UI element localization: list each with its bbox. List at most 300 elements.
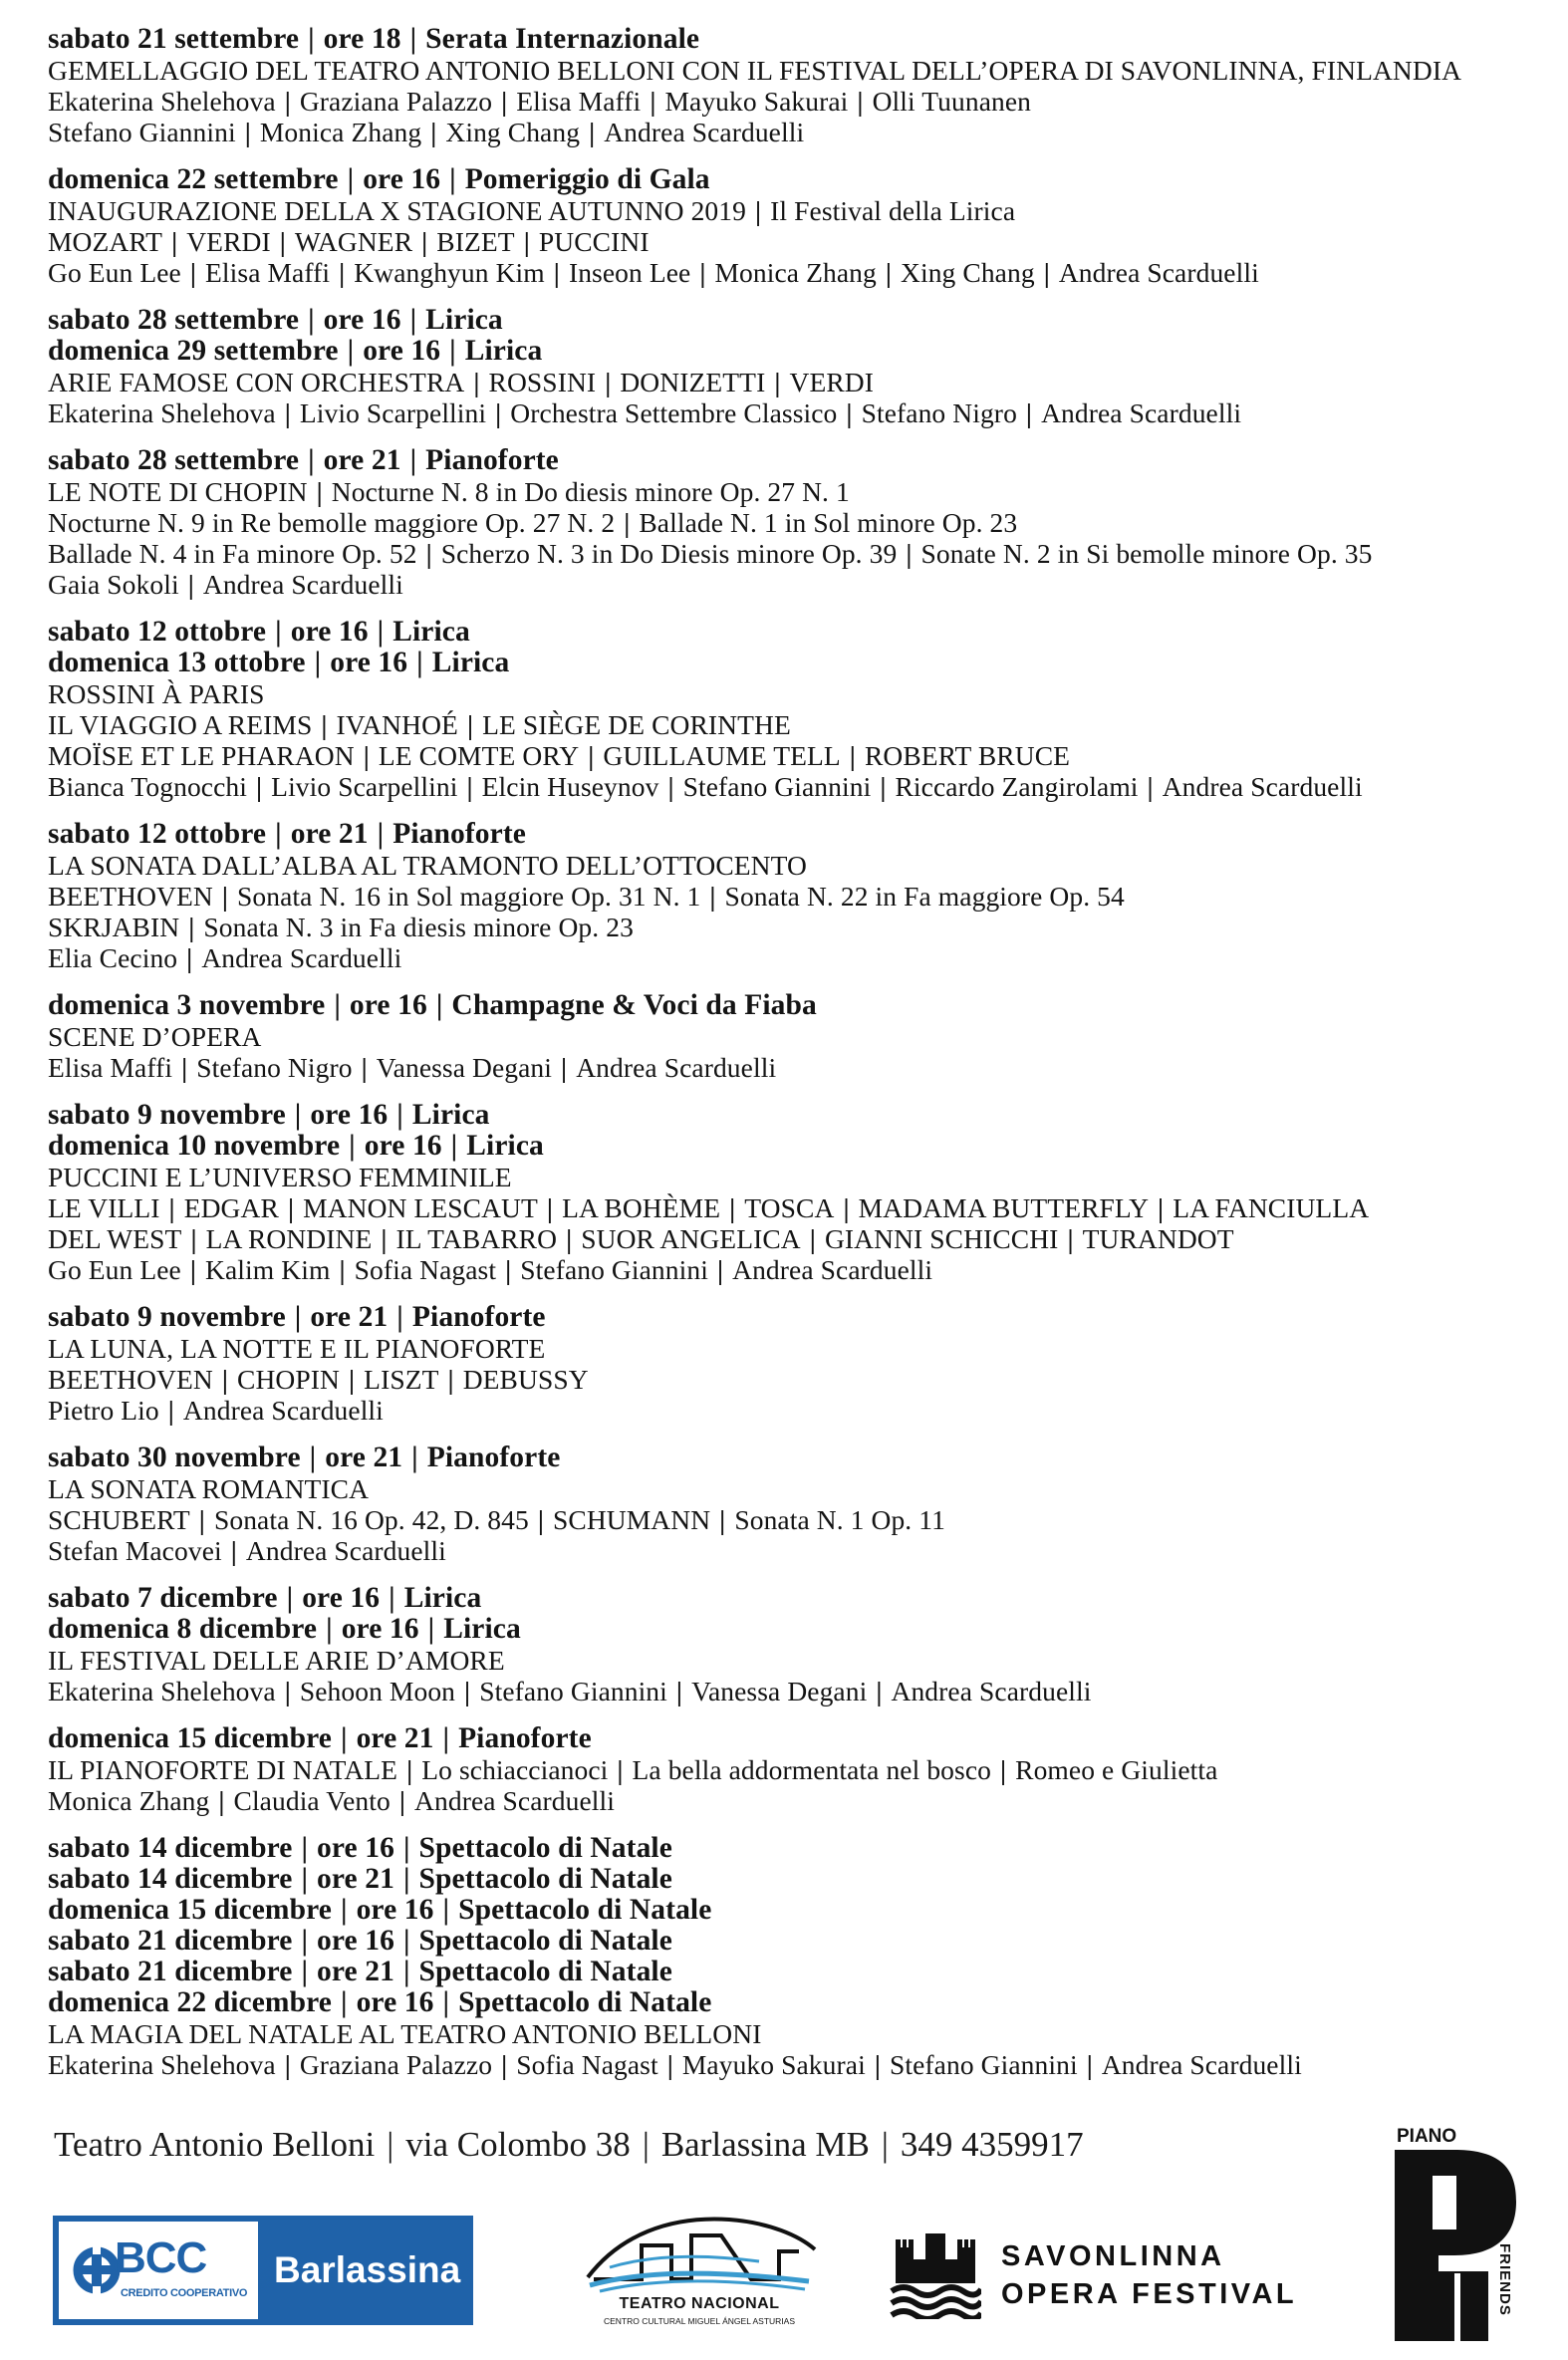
event-detail-line-item: Sofia Nagast: [354, 1254, 497, 1285]
event-detail-line-item: Kalim Kim: [205, 1254, 331, 1285]
savonlinna-opera-festival-logo: [890, 2229, 1328, 2319]
separator: |: [301, 1925, 309, 1957]
event-date-line-item: ore 16: [363, 335, 441, 367]
event-detail-line-item: Andrea Scarduelli: [1162, 771, 1363, 802]
event-detail-line-item: Stefano Giannini: [479, 1676, 667, 1706]
separator: |: [316, 476, 323, 507]
separator: |: [286, 1582, 294, 1614]
event-detail-line-item: Mayuko Sakurai: [681, 2049, 866, 2080]
event-date-line: [48, 1895, 1532, 1926]
event-detail-line-item: Sofia Nagast: [516, 2049, 658, 2080]
event-detail-line: [48, 1192, 1532, 1223]
separator: |: [186, 942, 193, 973]
event-detail-line-item: Elisa Maffi: [48, 1052, 173, 1083]
event-date-line-item: ore 21: [310, 1301, 389, 1333]
event-detail-line-item: DEL WEST: [48, 1223, 182, 1254]
event-detail-line-item: PUCCINI: [538, 226, 650, 257]
event-detail-line-item: Graziana Palazzo: [299, 86, 493, 117]
separator: |: [650, 86, 656, 117]
concert-schedule: [48, 24, 1532, 2097]
event-date-line-item: Lirica: [466, 1130, 544, 1162]
event-detail-line-item: Andrea Scarduelli: [245, 1535, 446, 1566]
event-date-line-item: domenica 13 ottobre: [48, 647, 306, 678]
separator: |: [505, 1254, 512, 1285]
event-detail-line-item: Lo schiaccianoci: [421, 1754, 609, 1785]
event-detail-line: [48, 881, 1532, 912]
event-detail-line: [48, 1504, 1532, 1535]
separator: |: [349, 1364, 356, 1395]
event-date-line-item: sabato 12 ottobre: [48, 818, 267, 850]
separator: |: [881, 2125, 889, 2164]
separator: |: [339, 1254, 346, 1285]
separator: |: [409, 444, 417, 476]
event-detail-line: [48, 1395, 1532, 1426]
event-detail-line: [48, 1052, 1532, 1083]
separator: |: [435, 989, 443, 1021]
event-detail-line-item: Il Festival della Lirica: [770, 195, 1016, 226]
teatro-nacional-subtitle: CENTRO CULTURAL MIGUEL ÁNGEL ASTURIAS: [603, 2316, 796, 2326]
event-detail-line: [48, 678, 1532, 709]
separator: |: [218, 1785, 225, 1816]
event-date-line-item: ore 16: [317, 1832, 394, 1864]
venue-info: [54, 2123, 1084, 2167]
event-detail-line-item: LA LUNA, LA NOTTE E IL PIANOFORTE: [48, 1333, 546, 1364]
separator: |: [284, 1676, 291, 1706]
event-detail-line-item: Andrea Scarduelli: [201, 942, 402, 973]
separator: |: [363, 740, 370, 771]
event-date-line: [48, 305, 1532, 336]
separator: |: [406, 1754, 413, 1785]
event-detail-line-item: LE SIÈGE DE CORINTHE: [482, 709, 791, 740]
event-detail-line-item: Xing Chang: [445, 117, 581, 147]
separator: |: [189, 257, 197, 288]
separator: |: [387, 2125, 394, 2164]
event-date-line-item: ore 16: [317, 1925, 394, 1957]
savonlinna-text: [1001, 2237, 1297, 2313]
separator: |: [284, 397, 291, 428]
event-detail-line-item: Xing Chang: [901, 257, 1035, 288]
event-detail-line-item: ROBERT BRUCE: [864, 740, 1071, 771]
event-detail-line-item: SCENE D’OPERA: [48, 1021, 262, 1052]
savonlinna-line2: OPERA FESTIVAL: [1001, 2278, 1298, 2310]
event-detail-line-item: Bianca Tognocchi: [48, 771, 248, 802]
event-detail-line-item: Monica Zhang: [259, 117, 422, 147]
event-date-line-item: sabato 28 settembre: [48, 304, 300, 336]
event-date-line: [48, 1957, 1532, 1987]
event-detail-line: [48, 1645, 1532, 1676]
venue-line-item: Barlassina MB: [660, 2125, 870, 2164]
event-detail-line-item: LA BOHÈME: [562, 1192, 721, 1223]
separator: |: [566, 1223, 573, 1254]
event-date-line-item: domenica 3 novembre: [48, 989, 326, 1021]
event-date-line: [48, 1583, 1532, 1614]
event-detail-line-item: LA SONATA DALL’ALBA AL TRAMONTO DELL’OTTOCENTO: [48, 850, 807, 881]
event-detail-line-item: Kwanghyun Kim: [354, 257, 545, 288]
event-detail-line-item: Nocturne N. 9 in Re bemolle maggiore Op. 27 N. 2: [48, 507, 616, 538]
separator: |: [187, 569, 194, 600]
separator: |: [430, 117, 437, 147]
event-block: [48, 445, 1532, 600]
event-date-line-item: Spettacolo di Natale: [418, 1863, 672, 1895]
castle-waves-icon: [890, 2229, 981, 2319]
event-date-line: [48, 1302, 1532, 1333]
event-detail-line: [48, 195, 1532, 226]
event-detail-line-item: SCHUMANN: [552, 1504, 711, 1535]
event-detail-line-item: Ballade N. 4 in Fa minore Op. 52: [48, 538, 417, 569]
separator: |: [340, 1722, 348, 1754]
separator: |: [999, 1754, 1007, 1785]
event-date-line-item: domenica 15 dicembre: [48, 1722, 332, 1754]
event-date-line-item: sabato 28 settembre: [48, 444, 300, 476]
event-block: [48, 1442, 1532, 1566]
event-detail-line-item: Sonata N. 16 in Sol maggiore Op. 31 N. 1: [237, 881, 701, 912]
event-detail-line-item: ROSSINI: [488, 367, 597, 397]
separator: |: [314, 647, 322, 678]
event-date-line-item: ore 18: [323, 23, 401, 55]
event-date-line-item: Pomeriggio di Gala: [464, 163, 710, 195]
separator: |: [675, 1676, 683, 1706]
event-date-line-item: Spettacolo di Natale: [458, 1894, 712, 1926]
event-detail-line-item: Ballade N. 1 in Sol minore Op. 23: [639, 507, 1018, 538]
separator: |: [1147, 771, 1154, 802]
event-detail-line: [48, 257, 1532, 288]
separator: |: [442, 1986, 450, 2018]
separator: |: [906, 538, 913, 569]
event-date-line-item: sabato 12 ottobre: [48, 616, 267, 648]
event-date-line-item: Pianoforte: [458, 1722, 592, 1754]
separator: |: [450, 1130, 458, 1162]
event-block: [48, 1583, 1532, 1706]
event-detail-line-item: LA SONATA ROMANTICA: [48, 1473, 370, 1504]
event-detail-line-item: VERDI: [789, 367, 875, 397]
event-detail-line: [48, 1254, 1532, 1285]
event-detail-line-item: IL FESTIVAL DELLE ARIE D’AMORE: [48, 1645, 505, 1676]
separator: |: [326, 1613, 333, 1645]
event-block: [48, 164, 1532, 288]
event-detail-line-item: Scherzo N. 3 in Do Diesis minore Op. 39: [440, 538, 898, 569]
event-detail-line-item: Stefano Giannini: [682, 771, 872, 802]
separator: |: [774, 367, 781, 397]
event-detail-line-item: LA FANCIULLA: [1173, 1192, 1370, 1223]
event-detail-line: [48, 1754, 1532, 1785]
separator: |: [402, 1832, 410, 1864]
event-detail-line: [48, 740, 1532, 771]
event-detail-line: [48, 1223, 1532, 1254]
event-date-line-item: sabato 9 novembre: [48, 1099, 286, 1131]
event-date-line-item: domenica 8 dicembre: [48, 1613, 318, 1645]
event-detail-line-item: Nocturne N. 8 in Do diesis minore Op. 27 N. 1: [331, 476, 850, 507]
event-date-line-item: domenica 22 settembre: [48, 163, 339, 195]
separator: |: [301, 1956, 309, 1987]
piano-friends-logo: [1393, 2124, 1528, 2343]
event-block: [48, 1833, 1532, 2080]
event-date-line-item: ore 21: [356, 1722, 434, 1754]
event-detail-line: [48, 1333, 1532, 1364]
event-date-line-item: Lirica: [443, 1613, 521, 1645]
event-block: [48, 305, 1532, 428]
teatro-nacional-mark-icon: [580, 2206, 819, 2293]
separator: |: [523, 226, 530, 257]
event-block: [48, 1302, 1532, 1426]
event-detail-line-item: IL VIAGGIO A REIMS: [48, 709, 313, 740]
event-date-line-item: sabato 21 settembre: [48, 23, 300, 55]
event-detail-line-item: CHOPIN: [237, 1364, 341, 1395]
event-date-line: [48, 1723, 1532, 1754]
event-detail-line-item: Elia Cecino: [48, 942, 178, 973]
separator: |: [876, 1676, 883, 1706]
event-date-line-item: Spettacolo di Natale: [458, 1986, 712, 2018]
event-detail-line-item: Andrea Scarduelli: [202, 569, 403, 600]
event-date-line-item: Lirica: [392, 616, 470, 648]
event-date-line-item: Spettacolo di Natale: [418, 1956, 672, 1987]
separator: |: [396, 1099, 403, 1131]
separator: |: [425, 538, 432, 569]
venue-line-item: Teatro Antonio Belloni: [54, 2125, 376, 2164]
separator: |: [874, 2049, 881, 2080]
event-date-line-item: Lirica: [431, 647, 510, 678]
separator: |: [381, 1223, 388, 1254]
bcc-town-name: Barlassina: [274, 2249, 461, 2290]
event-detail-line-item: Monica Zhang: [714, 257, 877, 288]
event-detail-line: [48, 1676, 1532, 1706]
event-date-line-item: Lirica: [403, 1582, 482, 1614]
event-detail-line-item: Andrea Scarduelli: [604, 117, 805, 147]
separator: |: [442, 1722, 450, 1754]
event-date-line: [48, 617, 1532, 648]
event-date-line-item: sabato 14 dicembre: [48, 1832, 293, 1864]
separator: |: [442, 1894, 450, 1926]
separator: |: [321, 709, 328, 740]
event-date-line-item: Pianoforte: [426, 1442, 561, 1473]
event-detail-line-item: MOZART: [48, 226, 163, 257]
event-detail-line-item: Olli Tuunanen: [872, 86, 1032, 117]
separator: |: [588, 740, 595, 771]
event-detail-line: [48, 1162, 1532, 1192]
event-detail-line-item: MOÏSE ET LE PHARAON: [48, 740, 355, 771]
event-detail-line: [48, 476, 1532, 507]
event-detail-line: [48, 538, 1532, 569]
event-date-line-item: Spettacolo di Natale: [418, 1925, 672, 1957]
event-date-line-item: Champagne & Voci da Fiaba: [451, 989, 817, 1021]
event-detail-line: [48, 1473, 1532, 1504]
separator: |: [340, 1894, 348, 1926]
event-date-line-item: ore 16: [356, 1986, 434, 2018]
event-detail-line: [48, 397, 1532, 428]
separator: |: [339, 257, 346, 288]
event-block: [48, 1100, 1532, 1285]
event-detail-line-item: ROSSINI À PARIS: [48, 678, 265, 709]
separator: |: [409, 304, 417, 336]
event-date-line-item: ore 21: [323, 444, 401, 476]
separator: |: [464, 1676, 471, 1706]
separator: |: [190, 1223, 197, 1254]
separator: |: [389, 1582, 395, 1614]
event-date-line-item: sabato 21 dicembre: [48, 1925, 293, 1957]
event-detail-line-item: Livio Scarpellini: [271, 771, 458, 802]
event-detail-line: [48, 226, 1532, 257]
event-date-line-item: ore 16: [349, 989, 427, 1021]
separator: |: [1043, 257, 1050, 288]
event-detail-line-item: LE VILLI: [48, 1192, 160, 1223]
event-date-line-item: Spettacolo di Natale: [418, 1832, 672, 1864]
event-detail-line: [48, 942, 1532, 973]
event-detail-line-item: DEBUSSY: [462, 1364, 589, 1395]
event-detail-line-item: IL PIANOFORTE DI NATALE: [48, 1754, 398, 1785]
event-detail-line: [48, 569, 1532, 600]
separator: |: [168, 1192, 175, 1223]
separator: |: [501, 2049, 508, 2080]
event-detail-line: [48, 771, 1532, 802]
separator: |: [284, 2049, 291, 2080]
separator: |: [885, 257, 892, 288]
separator: |: [377, 616, 385, 648]
event-detail-line-item: Go Eun Lee: [48, 1254, 181, 1285]
event-detail-line-item: Stefano Giannini: [889, 2049, 1078, 2080]
event-detail-line-item: BEETHOVEN: [48, 1364, 213, 1395]
event-detail-line-item: Stefano Giannini: [48, 117, 236, 147]
separator: |: [729, 1192, 736, 1223]
separator: |: [667, 771, 674, 802]
event-date-line-item: ore 16: [330, 647, 408, 678]
event-date-line: [48, 1864, 1532, 1895]
separator: |: [449, 163, 456, 195]
event-detail-line-item: Go Eun Lee: [48, 257, 181, 288]
event-detail-line-item: ARIE FAMOSE CON ORCHESTRA: [48, 367, 465, 397]
event-block: [48, 1723, 1532, 1816]
separator: |: [846, 397, 853, 428]
separator: |: [843, 1192, 850, 1223]
event-date-line-item: sabato 7 dicembre: [48, 1582, 278, 1614]
separator: |: [447, 1364, 454, 1395]
event-date-line-item: ore 16: [310, 1099, 389, 1131]
event-detail-line: [48, 2018, 1532, 2049]
event-detail-line-item: DONIZETTI: [620, 367, 766, 397]
event-detail-line-item: Romeo e Giulietta: [1015, 1754, 1218, 1785]
event-detail-line-item: Andrea Scarduelli: [182, 1395, 384, 1426]
event-detail-line-item: Andrea Scarduelli: [732, 1254, 933, 1285]
event-detail-line-item: LE NOTE DI CHOPIN: [48, 476, 308, 507]
separator: |: [308, 444, 315, 476]
event-date-line: [48, 24, 1532, 55]
event-detail-line-item: WAGNER: [294, 226, 413, 257]
event-date-line-item: Lirica: [411, 1099, 490, 1131]
separator: |: [167, 1395, 174, 1426]
event-date-line-item: Pianoforte: [411, 1301, 546, 1333]
event-detail-line-item: Stefano Nigro: [196, 1052, 353, 1083]
venue-line-item: 349 4359917: [900, 2125, 1084, 2164]
separator: |: [1086, 2049, 1093, 2080]
venue-line: [54, 2123, 1084, 2167]
event-detail-line-item: Livio Scarpellini: [299, 397, 487, 428]
bcc-barlassina-logo: [53, 2216, 473, 2325]
separator: |: [553, 257, 560, 288]
separator: |: [880, 771, 887, 802]
separator: |: [466, 771, 473, 802]
separator: |: [349, 1130, 356, 1162]
separator: |: [624, 507, 631, 538]
event-date-line-item: sabato 30 novembre: [48, 1442, 301, 1473]
separator: |: [308, 23, 315, 55]
event-detail-line-item: LA RONDINE: [205, 1223, 373, 1254]
separator: |: [287, 1192, 295, 1223]
event-date-line-item: ore 21: [317, 1956, 394, 1987]
event-detail-line-item: IL TABARRO: [395, 1223, 558, 1254]
separator: |: [809, 1223, 816, 1254]
event-detail-line: [48, 1364, 1532, 1395]
event-date-line-item: domenica 29 settembre: [48, 335, 339, 367]
separator: |: [411, 1442, 418, 1473]
separator: |: [221, 1364, 229, 1395]
event-date-line-item: ore 16: [323, 304, 401, 336]
event-detail-line-item: BEETHOVEN: [48, 881, 213, 912]
event-date-line-item: ore 16: [364, 1130, 442, 1162]
event-date-line-item: Pianoforte: [392, 818, 526, 850]
separator: |: [719, 1504, 726, 1535]
separator: |: [421, 226, 428, 257]
event-detail-line-item: Sonata N. 16 Op. 42, D. 845: [213, 1504, 529, 1535]
separator: |: [244, 117, 251, 147]
event-date-line-item: ore 21: [317, 1863, 394, 1895]
separator: |: [495, 397, 502, 428]
separator: |: [347, 335, 355, 367]
event-detail-line-item: Sehoon Moon: [299, 1676, 456, 1706]
event-date-line-item: Lirica: [425, 304, 503, 336]
event-detail-line-item: EDGAR: [183, 1192, 279, 1223]
event-detail-line-item: GEMELLAGGIO DEL TEATRO ANTONIO BELLONI CON IL FESTIVAL DELL’OPERA DI SAVONLINNA, FINLANDIA: [48, 55, 1462, 86]
event-date-line-item: ore 21: [290, 818, 369, 850]
event-detail-line-item: Graziana Palazzo: [299, 2049, 493, 2080]
separator: |: [402, 1925, 410, 1957]
event-detail-line: [48, 912, 1532, 942]
separator: |: [546, 1192, 554, 1223]
event-detail-line-item: Sonata N. 1 Op. 11: [734, 1504, 945, 1535]
teatro-nacional-logo: [574, 2206, 825, 2335]
separator: |: [857, 86, 864, 117]
separator: |: [409, 23, 417, 55]
event-date-line-item: sabato 9 novembre: [48, 1301, 286, 1333]
event-detail-line-item: SUOR ANGELICA: [581, 1223, 801, 1254]
event-detail-line-item: Andrea Scarduelli: [891, 1676, 1092, 1706]
event-detail-line-item: Ekaterina Shelehova: [48, 86, 276, 117]
separator: |: [294, 1301, 302, 1333]
event-date-line-item: domenica 22 dicembre: [48, 1986, 332, 2018]
event-detail-line-item: Andrea Scarduelli: [1058, 257, 1259, 288]
event-date-line: [48, 445, 1532, 476]
separator: |: [396, 1301, 403, 1333]
event-date-line: [48, 1987, 1532, 2018]
separator: |: [340, 1986, 348, 2018]
separator: |: [279, 226, 286, 257]
event-detail-line-item: Monica Zhang: [48, 1785, 210, 1816]
event-date-line-item: ore 21: [325, 1442, 403, 1473]
event-date-line-item: Serata Internazionale: [425, 23, 700, 55]
event-detail-line: [48, 1785, 1532, 1816]
separator: |: [537, 1504, 544, 1535]
event-detail-line: [48, 1535, 1532, 1566]
separator: |: [605, 367, 612, 397]
event-date-line: [48, 1614, 1532, 1645]
event-date-line-item: ore 16: [302, 1582, 381, 1614]
event-detail-line-item: La bella addormentata nel bosco: [632, 1754, 991, 1785]
event-detail-line-item: PUCCINI E L’UNIVERSO FEMMINILE: [48, 1162, 512, 1192]
separator: |: [449, 335, 456, 367]
event-detail-line-item: BIZET: [436, 226, 515, 257]
separator: |: [1067, 1223, 1074, 1254]
separator: |: [709, 881, 716, 912]
separator: |: [666, 2049, 673, 2080]
separator: |: [361, 1052, 368, 1083]
event-date-line-item: sabato 14 dicembre: [48, 1863, 293, 1895]
